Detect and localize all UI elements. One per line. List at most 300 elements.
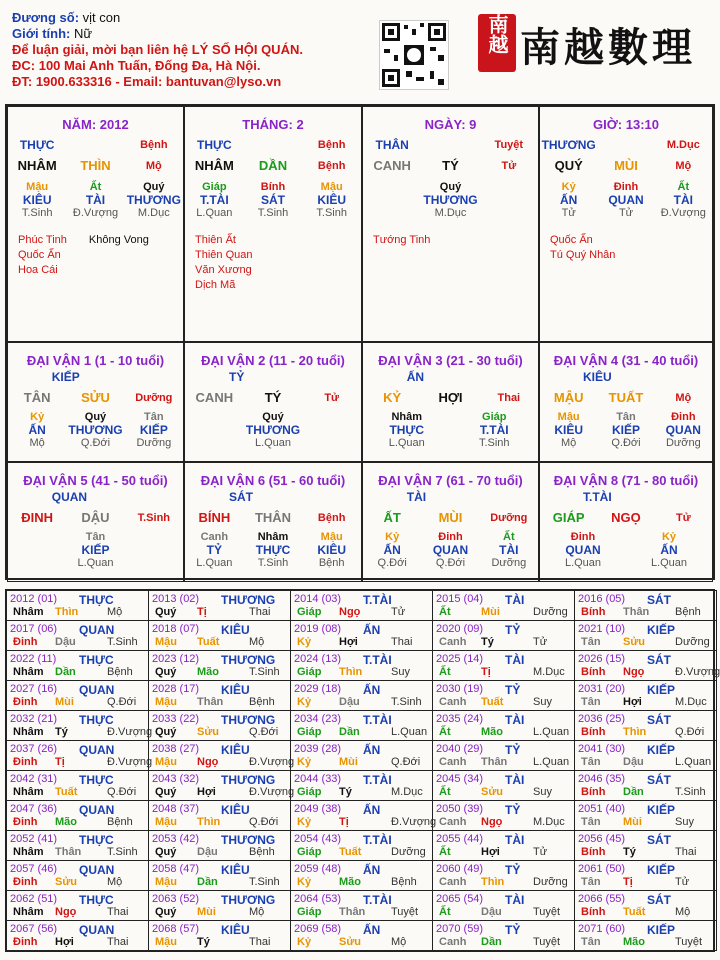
heavenly-stem: QUÝ — [554, 158, 583, 173]
ten-god-label: THƯƠNG — [541, 138, 596, 152]
year-stem: Kỷ — [297, 936, 312, 948]
hidden-ten-god: THƯƠNG — [423, 193, 478, 207]
hidden-stages — [8, 437, 183, 449]
year-branch: Sửu — [197, 726, 220, 738]
gender-value: Nữ — [73, 26, 93, 41]
year-cell — [6, 920, 149, 951]
year-stem: Quý — [155, 846, 177, 858]
earthly-branch: DẬU — [81, 510, 110, 525]
year-label: 2038 (27) — [152, 743, 200, 755]
hidden-stem: Giáp — [482, 411, 507, 423]
hidden-ten-god: KIÊU — [22, 193, 52, 207]
hidden-stage: Mộ — [29, 437, 45, 449]
star-name: Thiên Quan — [195, 249, 253, 261]
hidden-stage: M.Dục — [137, 207, 170, 219]
year-cell — [574, 710, 717, 741]
year-cell — [574, 740, 717, 771]
year-label: 2035 (24) — [436, 713, 484, 725]
year-cell — [290, 680, 433, 711]
year-branch: Dậu — [481, 906, 502, 918]
dv-top-row — [363, 490, 538, 504]
hidden-stems — [185, 181, 361, 193]
hidden-stage: Đ.Vượng — [72, 207, 119, 219]
year-branch: Tị — [339, 816, 349, 828]
year-cell — [432, 860, 575, 891]
year-stage: Dưỡng — [675, 636, 710, 648]
year-ten-god: TỶ — [505, 923, 521, 937]
dai-van-7 — [362, 462, 539, 582]
year-branch: Ngọ — [339, 606, 361, 618]
year-branch: Tị — [55, 756, 65, 768]
year-cell — [148, 620, 291, 651]
year-ten-god: ẤN — [363, 743, 381, 757]
year-branch: Mão — [55, 816, 77, 828]
year-stem: Đinh — [13, 876, 38, 888]
year-label: 2045 (34) — [436, 773, 484, 785]
year-stem: Đinh — [13, 936, 38, 948]
year-ten-god: QUAN — [79, 803, 115, 817]
year-branch: Hợi — [481, 846, 500, 858]
year-branch: Tuất — [623, 906, 646, 918]
year-stage: Thai — [107, 936, 129, 948]
year-stem: Mậu — [155, 696, 177, 708]
year-label: 2020 (09) — [436, 623, 484, 635]
year-branch: Mão — [339, 876, 361, 888]
year-label: 2043 (32) — [152, 773, 200, 785]
year-stem: Giáp — [297, 906, 322, 918]
star-name: Không Vong — [88, 234, 149, 246]
year-cell — [290, 890, 433, 921]
year-cell — [574, 890, 717, 921]
heavenly-stem: ĐINH — [21, 510, 54, 525]
year-stem: Quý — [155, 606, 177, 618]
year-cell — [432, 770, 575, 801]
year-stage: Bệnh — [107, 666, 133, 678]
hidden-ten-god: T.TÀI — [200, 193, 229, 207]
dv-main-row — [363, 390, 538, 405]
hidden-stage: L.Quan — [564, 557, 602, 569]
year-stage: T.Sinh — [675, 786, 706, 798]
year-branch: Tuất — [481, 696, 504, 708]
year-cell — [574, 680, 717, 711]
hidden-stages — [185, 437, 361, 449]
heavenly-stem: KỶ — [383, 390, 402, 405]
dai-van-title: ĐẠI VẬN 2 (11 - 20 tuổi) — [201, 353, 345, 368]
hidden-ten-gods — [540, 423, 712, 437]
year-label: 2060 (49) — [436, 863, 484, 875]
year-branch: Sửu — [339, 936, 362, 948]
year-label: 2066 (55) — [578, 893, 626, 905]
year-stage: Mộ — [675, 906, 691, 918]
year-stage: Tử — [533, 846, 548, 858]
stage-label: Mộ — [675, 391, 692, 404]
year-cell — [290, 620, 433, 651]
year-stage: Bệnh — [249, 846, 275, 858]
year-stage: Đ.Vượng — [675, 666, 720, 678]
year-label: 2047 (36) — [10, 803, 58, 815]
year-label: 2026 (15) — [578, 653, 626, 665]
stars-left — [195, 233, 252, 293]
year-ten-god: QUAN — [79, 743, 115, 757]
year-cell — [148, 590, 291, 621]
year-stage: Tuyệt — [533, 906, 561, 918]
hidden-stage: Q.Đới — [80, 437, 111, 449]
hidden-stem: Kỷ — [561, 181, 576, 193]
name-label: Đương số: — [12, 10, 80, 25]
year-cell — [6, 650, 149, 681]
year-ten-god: SÁT — [647, 653, 671, 667]
hidden-stages — [540, 437, 712, 449]
dv-main-row — [8, 390, 183, 405]
year-label: 2033 (22) — [152, 713, 200, 725]
stage-label: Tử — [324, 391, 340, 404]
year-stage: Bệnh — [675, 606, 701, 618]
year-stem: Canh — [439, 876, 467, 888]
year-stem: Giáp — [297, 606, 322, 618]
year-cell — [6, 890, 149, 921]
heavenly-stem: NHÂM — [194, 158, 234, 173]
year-cell — [432, 800, 575, 831]
earthly-branch: HỢI — [438, 390, 463, 405]
stars-left — [373, 233, 430, 248]
year-stage: M.Dục — [533, 816, 565, 828]
year-stem: Canh — [439, 636, 467, 648]
year-branch: Mão — [481, 726, 503, 738]
year-cell — [290, 770, 433, 801]
year-stem: Ất — [439, 606, 451, 618]
star-name: Hoa Cái — [18, 264, 58, 276]
hidden-stem: Đinh — [438, 531, 463, 543]
year-label: 2069 (58) — [294, 923, 342, 935]
year-stage: Mộ — [249, 636, 265, 648]
year-stage: Đ.Vượng — [249, 756, 295, 768]
year-ten-god: TỶ — [505, 743, 521, 757]
heavenly-stem: ẤT — [383, 510, 401, 525]
hidden-stage: Đ.Vượng — [660, 207, 706, 219]
year-stem: Mậu — [155, 756, 177, 768]
year-ten-god: THƯƠNG — [221, 773, 276, 787]
hidden-ten-gods — [185, 423, 361, 437]
hidden-ten-god: THỰC — [389, 423, 425, 437]
hidden-ten-god: KIẾP — [611, 423, 640, 437]
ten-god-label: TÀI — [406, 490, 427, 504]
dv-main-row — [185, 390, 361, 405]
year-cell — [148, 740, 295, 771]
year-branch: Thân — [339, 906, 366, 918]
year-label: 2012 (01) — [10, 593, 58, 605]
hidden-stem: Mậu — [26, 181, 49, 193]
year-ten-god: THƯƠNG — [221, 833, 276, 847]
year-branch: Hợi — [623, 696, 642, 708]
year-ten-god: ẤN — [363, 863, 381, 877]
year-stem: Nhâm — [13, 606, 44, 618]
hidden-stage: Dưỡng — [665, 437, 701, 449]
year-cell — [6, 830, 149, 861]
year-branch: Thìn — [481, 876, 505, 888]
year-ten-god: T.TÀI — [363, 833, 392, 847]
pillar-top-row — [540, 138, 712, 152]
year-ten-god: KIẾP — [647, 803, 676, 817]
ten-god-label: THỰC — [19, 138, 55, 152]
year-stem: Canh — [439, 936, 467, 948]
stage-label: Mộ — [675, 159, 692, 172]
hidden-stages — [363, 557, 538, 569]
hidden-ten-god: ẤN — [559, 193, 578, 207]
year-label: 2053 (42) — [152, 833, 200, 845]
year-label: 2015 (04) — [436, 593, 484, 605]
star-name: Quốc Ấn — [550, 234, 593, 246]
year-label: 2037 (26) — [10, 743, 58, 755]
heavenly-stem: CANH — [373, 158, 411, 173]
hidden-stages — [540, 557, 712, 569]
hidden-ten-gods — [185, 193, 361, 207]
hidden-stage: T.Sinh — [257, 557, 289, 569]
star-name: Thiên Ất — [195, 234, 236, 246]
ten-god-label: QUAN — [51, 490, 88, 504]
hidden-ten-god: TÀI — [499, 543, 519, 557]
year-label: 2046 (35) — [578, 773, 626, 785]
year-stage: Suy — [675, 816, 694, 828]
year-branch: Tý — [55, 726, 68, 738]
year-ten-god: SÁT — [647, 593, 671, 607]
year-label: 2062 (51) — [10, 893, 58, 905]
year-cell — [432, 620, 575, 651]
year-cell — [290, 590, 433, 621]
year-branch: Dậu — [55, 636, 76, 648]
year-cell — [148, 770, 295, 801]
hidden-stem: Ất — [677, 181, 690, 193]
hidden-stem: Canh — [200, 531, 229, 543]
earthly-branch: NGỌ — [611, 510, 641, 525]
year-label: 2070 (59) — [436, 923, 484, 935]
year-branch: Tý — [623, 846, 636, 858]
year-ten-god: ẤN — [363, 923, 381, 937]
hidden-ten-god: THƯƠNG — [126, 193, 181, 207]
year-stem: Giáp — [297, 666, 322, 678]
year-cell — [432, 920, 575, 951]
year-stage: Đ.Vượng — [107, 756, 153, 768]
hidden-stems — [540, 531, 712, 543]
year-branch: Thìn — [339, 666, 363, 678]
year-stem: Tân — [581, 816, 601, 828]
year-stem: Bính — [581, 786, 606, 798]
contact-line: Để luận giải, mời bạn liên hệ LÝ SỐ HỘI QUÁN. — [12, 42, 303, 57]
dai-van-1 — [7, 342, 184, 462]
year-label: 2067 (56) — [10, 923, 58, 935]
year-stage: M.Dục — [675, 696, 707, 708]
year-branch: Tý — [481, 636, 494, 648]
stars-left — [18, 233, 67, 278]
year-stem: Giáp — [297, 726, 322, 738]
year-stage: T.Sinh — [249, 876, 280, 888]
year-label: 2039 (28) — [294, 743, 342, 755]
year-label: 2024 (13) — [294, 653, 342, 665]
year-stage: Dưỡng — [533, 606, 568, 618]
year-stage: Mộ — [249, 906, 265, 918]
year-label: 2058 (47) — [152, 863, 200, 875]
hidden-ten-god: TỶ — [206, 543, 222, 557]
pillar-3 — [362, 106, 539, 342]
ten-god-label: TỶ — [229, 370, 245, 384]
dai-van-title: ĐẠI VẬN 8 (71 - 80 tuổi) — [553, 473, 699, 488]
year-label: 2014 (03) — [294, 593, 342, 605]
year-branch: Sửu — [481, 786, 504, 798]
year-branch: Dậu — [623, 756, 644, 768]
year-stem: Nhâm — [13, 666, 44, 678]
dai-van-title: ĐẠI VẬN 7 (61 - 70 tuổi) — [378, 473, 523, 488]
year-stage: Q.Đới — [107, 786, 137, 798]
hidden-ten-god: TÀI — [673, 193, 693, 207]
ten-god-label: KIÊU — [583, 370, 612, 384]
year-branch: Tuất — [339, 846, 362, 858]
pillars-grid — [5, 104, 715, 580]
dv-top-row — [540, 370, 712, 384]
year-label: 2016 (05) — [578, 593, 626, 605]
year-label: 2029 (18) — [294, 683, 342, 695]
year-branch: Dần — [481, 936, 502, 948]
ten-god-label: ẤN — [406, 370, 425, 384]
hidden-ten-god: ẤN — [28, 423, 46, 437]
logo-calligraphy: 南越數理 — [520, 24, 696, 71]
year-stage: Tử — [675, 876, 690, 888]
year-ten-god: KIẾP — [647, 683, 676, 697]
year-cell — [432, 830, 575, 861]
year-ten-god: QUAN — [79, 923, 115, 937]
year-cell — [148, 860, 291, 891]
star-list — [363, 233, 538, 248]
hidden-stages — [185, 207, 361, 219]
year-cell — [290, 920, 433, 951]
pillar-title: THÁNG: 2 — [242, 117, 304, 132]
year-ten-god: QUAN — [79, 863, 115, 877]
year-stem: Nhâm — [13, 846, 44, 858]
hidden-stems — [8, 531, 183, 543]
stage-label: M.Dục — [666, 139, 700, 151]
year-ten-god: SÁT — [647, 893, 671, 907]
hidden-ten-gods — [8, 543, 183, 557]
star-name: Văn Xương — [195, 264, 252, 276]
year-stage: Tử — [533, 636, 548, 648]
year-cell — [290, 710, 433, 741]
year-cell — [574, 770, 717, 801]
year-stem: Bính — [581, 906, 606, 918]
year-stage: Đ.Vượng — [107, 726, 153, 738]
pillar-title: NGÀY: 9 — [424, 117, 477, 132]
pillar-title: NĂM: 2012 — [62, 117, 129, 132]
year-ten-god: THỰC — [79, 713, 114, 727]
year-stage: Bệnh — [249, 696, 275, 708]
hidden-stem: Quý — [439, 181, 462, 193]
year-ten-god: TỶ — [505, 803, 521, 817]
year-label: 2017 (06) — [10, 623, 58, 635]
hidden-stems — [363, 411, 538, 423]
hidden-ten-gods — [363, 423, 538, 437]
dai-van-title: ĐẠI VẬN 1 (1 - 10 tuổi) — [26, 353, 165, 368]
year-branch: Dần — [55, 666, 76, 678]
year-stem: Quý — [155, 666, 177, 678]
hidden-stem: Tân — [144, 411, 164, 423]
hidden-ten-god: THỰC — [255, 543, 291, 557]
year-stem: Bính — [581, 606, 606, 618]
hidden-ten-god: KIÊU — [317, 193, 347, 207]
dv-main-row — [363, 510, 538, 525]
year-cell — [574, 920, 717, 951]
hidden-stem: Kỷ — [30, 411, 45, 423]
year-ten-god: T.TÀI — [363, 593, 392, 607]
year-ten-god: THỰC — [79, 593, 114, 607]
hidden-stem: Ất — [503, 531, 515, 543]
year-stem: Ất — [439, 666, 451, 678]
year-label: 2052 (41) — [10, 833, 58, 845]
year-branch: Dậu — [339, 696, 360, 708]
year-branch: Mùi — [197, 906, 216, 918]
year-ten-god: TÀI — [505, 893, 525, 907]
year-stage: Q.Đới — [391, 756, 421, 768]
stage-label: Thai — [497, 391, 521, 404]
earthly-branch: TÝ — [264, 390, 282, 405]
year-stage: Tuyệt — [391, 906, 419, 918]
year-cell — [290, 800, 437, 831]
year-cell — [290, 860, 433, 891]
year-branch: Tý — [339, 786, 352, 798]
hidden-ten-god: QUAN — [565, 543, 601, 557]
pillar-top-row — [8, 138, 183, 152]
year-branch: Dậu — [197, 846, 218, 858]
year-stage: Q.Đới — [675, 726, 705, 738]
hidden-ten-god: QUAN — [608, 193, 644, 207]
name-value: vịt con — [82, 10, 121, 25]
hidden-ten-god: ẤN — [660, 543, 678, 557]
year-cell — [574, 590, 717, 621]
year-cell — [574, 860, 717, 891]
year-ten-god: KIẾP — [647, 743, 676, 757]
pillar-main-row — [185, 158, 361, 173]
year-ten-god: THỰC — [79, 833, 114, 847]
year-label: 2028 (17) — [152, 683, 200, 695]
year-ten-god: T.TÀI — [363, 653, 392, 667]
year-branch: Dần — [339, 726, 360, 738]
year-ten-god: TÀI — [505, 653, 525, 667]
hidden-stages — [185, 557, 361, 569]
hidden-stem: Đinh — [570, 531, 596, 543]
star-name: Tú Quý Nhân — [550, 249, 616, 261]
year-branch: Dần — [623, 786, 644, 798]
qr-code-icon — [379, 20, 449, 90]
hidden-stem: Bính — [260, 181, 286, 193]
year-stage: Thai — [107, 906, 129, 918]
dai-van-5 — [7, 462, 184, 582]
year-label: 2064 (53) — [294, 893, 342, 905]
year-stem: Kỷ — [297, 636, 312, 648]
hidden-stages — [363, 207, 538, 219]
address-line: ĐC: 100 Mai Anh Tuấn, Đống Đa, Hà Nội. — [12, 58, 261, 73]
hidden-stage: T.Sinh — [316, 207, 347, 219]
dv-top-row — [363, 370, 538, 384]
year-label: 2068 (57) — [152, 923, 200, 935]
year-stem: Tân — [581, 876, 601, 888]
hidden-stem: Giáp — [202, 181, 227, 193]
year-ten-god: KIẾP — [647, 623, 676, 637]
year-cell — [148, 920, 291, 951]
year-ten-god: KIÊU — [221, 803, 250, 817]
year-ten-god: QUAN — [79, 623, 115, 637]
hidden-stages — [363, 437, 538, 449]
dv-main-row — [540, 390, 712, 405]
year-ten-god: KIÊU — [221, 623, 250, 637]
dai-van-4 — [539, 342, 713, 462]
hidden-stems — [8, 411, 183, 423]
hidden-ten-god: QUAN — [665, 423, 701, 437]
